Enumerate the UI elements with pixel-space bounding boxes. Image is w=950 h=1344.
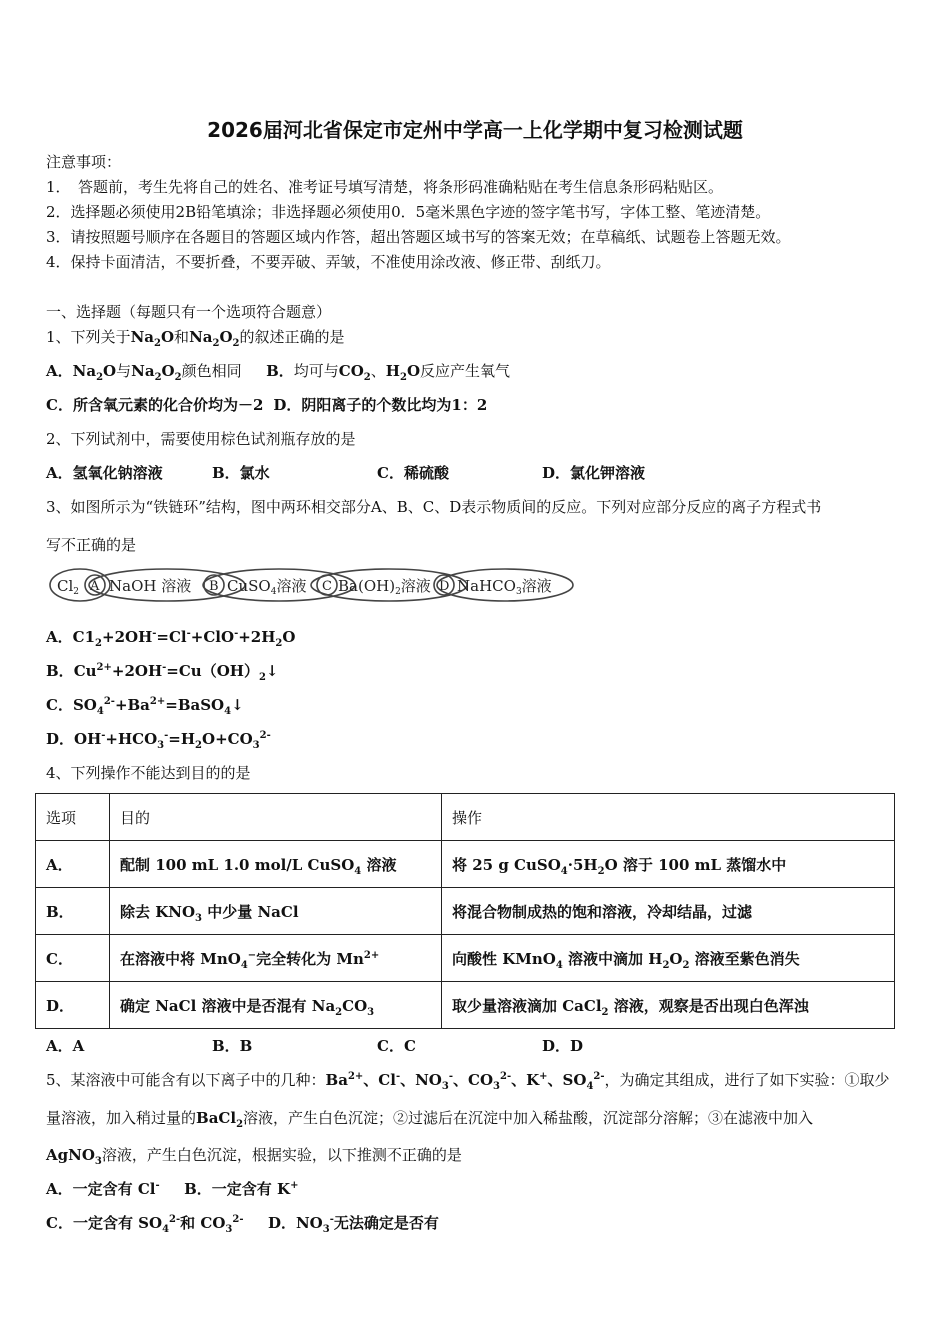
question-2-option-b: B．氯水 <box>212 464 270 482</box>
table-row: B． 除去 $KNO_3$ 中少量 NaCl 将混合物制成热的饱和溶液，冷却结晶，过滤 <box>36 888 895 935</box>
question-5-options-ab <box>46 1179 298 1199</box>
notice-item-1: 1． 答题前，考生先将自己的姓名、准考证号填写清楚，将条形码准确粘贴在考生信息条形码粘贴区。 <box>46 178 724 196</box>
label-c: C <box>322 579 332 594</box>
table-row: A． 配制 100 mL 1.0 mol/L CuSO$_4$ 溶液 将 25 g $CuSO_4\cdot 5H_2O$ 溶于 100 mL 蒸馏水中 <box>36 841 895 888</box>
chain-nahco3-label: NaHCO$_3$溶液 <box>457 577 552 597</box>
question-5-stem-line-2: 量溶液，加入稍过量的BaCl$_2$溶液，产生白色沉淀；②过滤后在沉淀中加入稀盐酸，沉淀部分溶解；③在滤液中加入 <box>46 1109 814 1130</box>
question-3-stem-line-1: 3、如图所示为“铁链环”结构，图中两环相交部分A、B、C、D表示物质间的反应。下列对应部分反应的离子方程式书 <box>46 498 822 516</box>
question-4-stem: 4、下列操作不能达到目的的是 <box>46 764 251 782</box>
question-2-option-c: C．稀硫酸 <box>377 464 449 482</box>
notice-item-2: 2．选择题必须使用2B铅笔填涂；非选择题必须使用0．5毫米黑色字迹的签字笔书写，字体工整、笔迹清楚。 <box>46 203 771 221</box>
question-5-stem-line-3: AgNO$_3$溶液，产生白色沉淀，根据实验，以下推测不正确的是 <box>46 1146 462 1167</box>
question-3-option-a: A．$C1_2+2OH^-=Cl^-+ClO^-+2H_2O$ <box>46 628 296 649</box>
option-a: A．一定含有 Cl- <box>46 1180 160 1198</box>
notice-heading: 注意事项： <box>46 153 122 171</box>
header-operation: 操作 <box>442 794 895 841</box>
question-4-answer-b: B．B <box>212 1037 253 1055</box>
table-row: C． 在溶液中将 MnO$_4$−完全转化为 $Mn^{2+}$ 向酸性 KMnO$_4$ 溶液中滴加 $H_2O_2$ 溶液至紫色消失 <box>36 935 895 982</box>
question-2-stem: 2、下列试剂中，需要使用棕色试剂瓶存放的是 <box>46 430 356 448</box>
option-b: B．一定含有 K+ <box>184 1180 299 1198</box>
question-2-option-a: A．氢氧化钠溶液 <box>46 464 163 482</box>
question-3-option-b: B．$Cu^{2+}+2OH^-=Cu(OH)_2↓$ <box>46 662 279 683</box>
table-row: D． 确定 NaCl 溶液中是否混有 $Na_2CO_3$ 取少量溶液滴加 CaCl$_2$ 溶液，观察是否出现白色浑浊 <box>36 982 895 1029</box>
page-title: 2026届河北省保定市定州中学高一上化学期中复习检测试题 <box>207 118 743 142</box>
chain-cl2-label: $Cl_2$ <box>57 577 80 597</box>
header-option: 选项 <box>36 794 110 841</box>
label-b: B <box>209 579 219 594</box>
question-4-answer-a: A．A <box>46 1037 85 1055</box>
notice-item-4: 4．保持卡面清洁，不要折叠，不要弄破、弄皱，不准使用涂改液、修正带、刮纸刀。 <box>46 253 611 271</box>
question-5-stem-line-1: 5、某溶液中可能含有以下离子中的几种：$Ba^{2+}$、Cl-、$NO_3^-$、$CO_3^{2-}$、K+、$SO_4^{2-}$，为确定其组成，进行了如下实验：①取少 <box>46 1071 890 1092</box>
option-b: B．均可与$CO_2$、$H_2O$反应产生氧气 <box>266 362 511 383</box>
question-2-option-d: D．氯化钾溶液 <box>542 464 646 482</box>
question-1-options-ab <box>46 361 510 381</box>
question-3-option-c: C．$SO_4^{2-}+Ba^{2+}=BaSO_4↓$ <box>46 696 244 717</box>
question-3-option-d: D．$OH^-+HCO_3^-=H_2O+CO_3^{2-}$ <box>46 730 271 751</box>
option-c: C．一定含有 $SO_4^{2-}$和 $CO_3^{2-}$ <box>46 1214 244 1235</box>
iron-chain-diagram <box>47 566 577 606</box>
chain-cuso4-label: CuSO$_4$溶液 <box>227 577 307 597</box>
label-d: D <box>439 579 450 594</box>
question-1-stem: 1、下列关于$Na_2O$和$Na_2O_2$的叙述正确的是 <box>46 328 345 349</box>
chain-naoh-label: NaOH 溶液 <box>109 577 192 595</box>
question-4-answer-c: C．C <box>377 1037 416 1055</box>
option-d: D．阴阳离子的个数比均为1：2 <box>273 396 488 414</box>
table-header-row <box>36 794 895 841</box>
question-4-answer-d: D．D <box>542 1037 584 1055</box>
chain-baoh2-label: $Ba(OH)_2$溶液 <box>338 577 431 597</box>
notice-item-3: 3．请按照题号顺序在各题目的答题区域内作答，超出答题区域书写的答案无效；在草稿纸、试题卷上答题无效。 <box>46 228 791 246</box>
operations-table <box>35 793 895 1029</box>
option-c: C．所含氧元素的化合价均为－2 <box>46 396 264 414</box>
section-heading: 一、选择题（每题只有一个选项符合题意） <box>46 303 332 321</box>
question-3-stem-line-2: 写不正确的是 <box>46 536 137 554</box>
option-d: D．$NO_3^-$无法确定是否有 <box>267 1214 439 1235</box>
question-1-options-cd <box>46 395 487 415</box>
question-5-options-cd <box>46 1213 439 1233</box>
option-a: A．$Na_2O$与$Na_2O_2$颜色相同 <box>46 362 242 383</box>
label-a: A <box>90 579 100 594</box>
header-purpose: 目的 <box>110 794 442 841</box>
